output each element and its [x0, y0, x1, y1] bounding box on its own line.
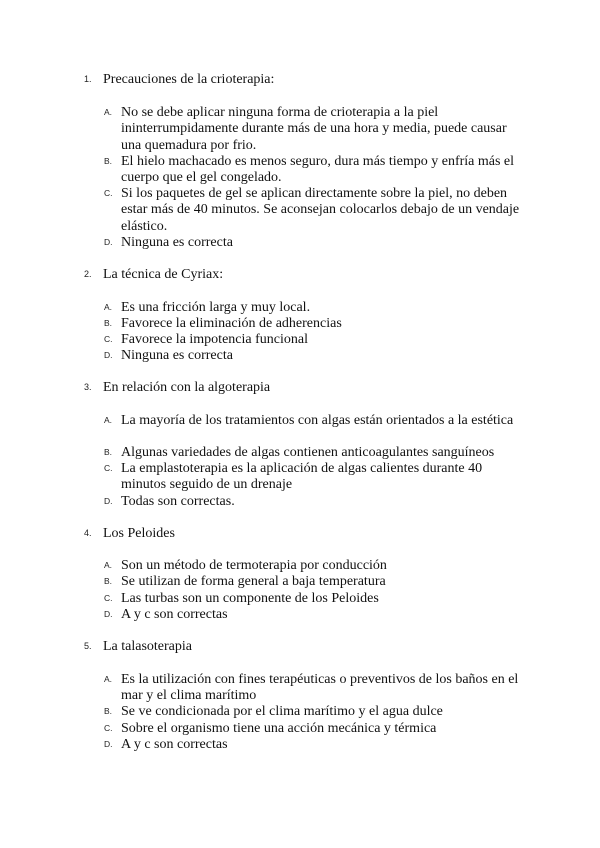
option-text: Favorece la eliminación de adherencias — [121, 316, 342, 331]
question-number: 3. — [84, 382, 92, 392]
question-text: En relación con la algoterapia — [103, 380, 271, 395]
option-letter: D. — [104, 237, 113, 247]
option-letter: D. — [104, 609, 113, 619]
question-number: 5. — [84, 641, 92, 651]
option-text: El hielo machacado es menos seguro, dura más tiempo y enfría más el cuerpo que el gel congelado. — [121, 154, 515, 186]
option-letter: B. — [104, 318, 113, 328]
option-text: A y c son correctas — [121, 737, 228, 752]
option-letter: B. — [104, 156, 113, 166]
option-letter: B. — [104, 576, 113, 586]
option-letter: D. — [104, 739, 113, 749]
option-text: Sobre el organismo tiene una acción mecánica y térmica — [121, 721, 437, 736]
option-text: La mayoría de los tratamientos con algas están orientados a la estética — [121, 413, 514, 428]
option-text: Algunas variedades de algas contienen anticoagulantes sanguíneos — [121, 445, 495, 460]
option-letter: B. — [104, 706, 113, 716]
option-letter: C. — [104, 463, 113, 473]
option-letter: C. — [104, 593, 113, 603]
option-text: Ninguna es correcta — [121, 235, 233, 250]
option-letter: C. — [104, 188, 113, 198]
option-letter: C. — [104, 334, 113, 344]
question-number: 2. — [84, 269, 92, 279]
option-text: Las turbas son un componente de los Peloides — [121, 591, 379, 606]
option-letter: A. — [104, 560, 113, 570]
option-letter: A. — [104, 107, 113, 117]
option-letter: A. — [104, 302, 113, 312]
option-letter: C. — [104, 723, 113, 733]
question-text: La talasoterapia — [103, 639, 193, 654]
question-number: 4. — [84, 528, 92, 538]
question-text: Precauciones de la crioterapia: — [103, 72, 275, 87]
question-number: 1. — [84, 74, 92, 84]
option-text: Favorece la impotencia funcional — [121, 332, 308, 347]
option-text: Es la utilización con fines terapéuticas o preventivos de los baños en el mar y el clima marítimo — [121, 672, 519, 704]
option-text: A y c son correctas — [121, 607, 228, 622]
question-text: La técnica de Cyriax: — [103, 267, 224, 282]
option-text: No se debe aplicar ninguna forma de crioterapia a la piel ininterrumpidamente durante más de una hora y media, puede causar una quemadura por frio. — [121, 105, 507, 153]
option-text: Es una fricción larga y muy local. — [121, 300, 311, 315]
option-letter: A. — [104, 415, 113, 425]
option-text: Si los paquetes de gel se aplican directamente sobre la piel, no deben estar más de 40 minutos. Se aconsejan colocarlos debajo de un vendaje elástico. — [121, 186, 520, 234]
option-text: Todas son correctas. — [121, 494, 235, 509]
option-letter: D. — [104, 350, 113, 360]
option-text: Se ve condicionada por el clima marítimo y el agua dulce — [121, 704, 443, 719]
option-letter: B. — [104, 447, 113, 457]
option-text: Ninguna es correcta — [121, 348, 233, 363]
option-text: La emplastoterapia es la aplicación de algas calientes durante 40 minutos seguido de un drenaje — [121, 461, 483, 493]
option-letter: D. — [104, 496, 113, 506]
option-text: Son un método de termoterapia por conducción — [121, 558, 387, 573]
option-text: Se utilizan de forma general a baja temperatura — [121, 574, 386, 589]
option-letter: A. — [104, 674, 113, 684]
question-text: Los Peloides — [103, 526, 175, 541]
